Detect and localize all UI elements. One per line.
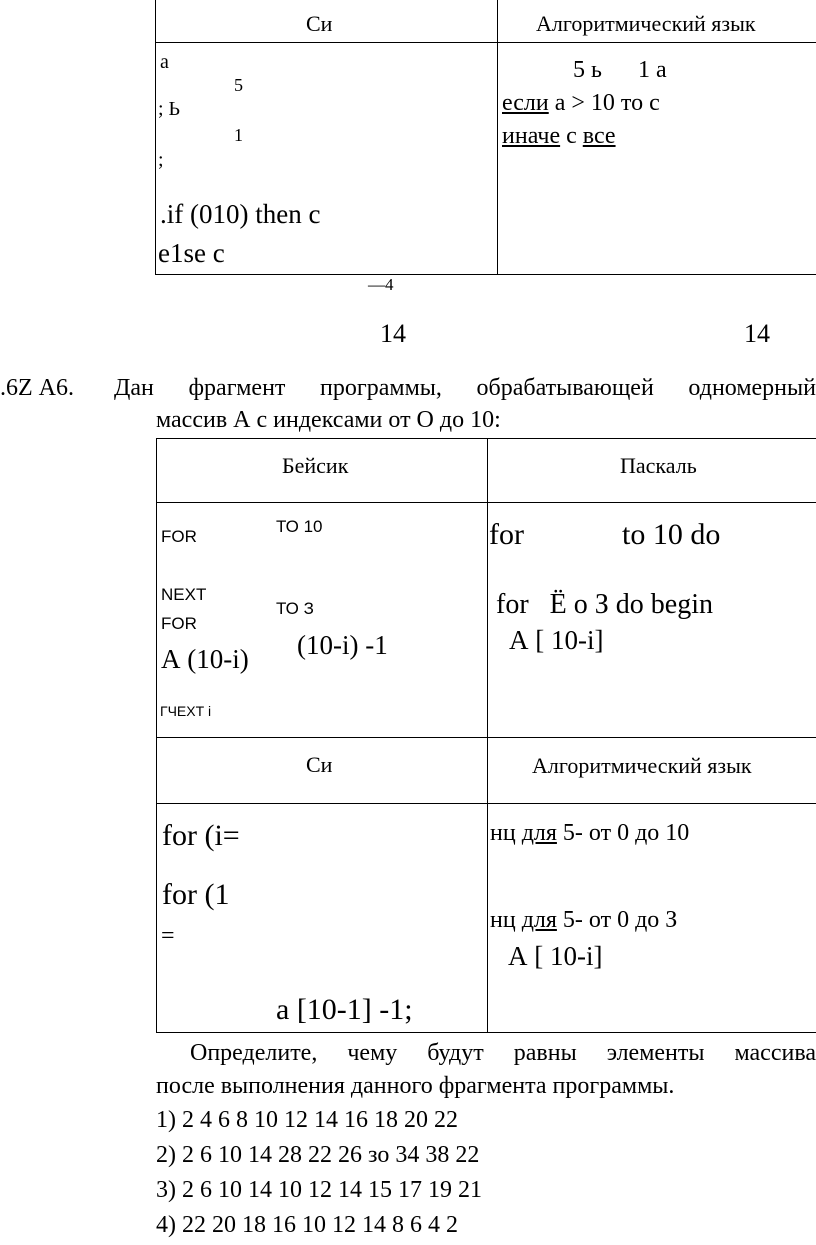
code-line: FOR: [161, 527, 197, 546]
answer-option: 1) 2 4 6 8 10 12 14 16 18 20 22: [156, 1107, 458, 1133]
code-line: если а > 10 то с: [502, 90, 660, 116]
dash-label: —4: [368, 275, 394, 294]
code-line: to 10 do: [622, 518, 721, 551]
table-header-c: Си: [306, 752, 333, 777]
code-line: for (1: [162, 878, 230, 911]
code-line: for (i=: [162, 819, 240, 852]
code-line: NEXT: [161, 585, 207, 604]
table-header-c: Си: [306, 11, 333, 36]
table-header-basic: Бейсик: [282, 453, 349, 478]
code-line: А (10-i): [161, 644, 249, 674]
code-line: e1se с: [158, 238, 225, 268]
code-line: нц для 5- от 0 до 10: [490, 820, 690, 846]
code-line: ТО 10: [276, 517, 323, 536]
table-border: [155, 274, 816, 275]
table-border: [487, 438, 488, 1033]
table-border: [156, 438, 157, 1033]
table-border: [156, 1032, 816, 1033]
table-border: [156, 737, 816, 738]
question-text: после выполнения данного фрагмента программы.: [156, 1073, 675, 1099]
table-header-algorithmic: Алгоритмический язык: [536, 11, 756, 36]
table-border: [156, 803, 816, 804]
page-number-left: 14: [380, 319, 406, 348]
code-line: .if (010) then с: [160, 199, 321, 229]
code-line: ГЧЕХТ i: [160, 703, 212, 719]
table-border: [156, 502, 816, 503]
code-line: А [ 10-i]: [508, 941, 603, 971]
problem-number: .6Z А6.: [0, 375, 74, 401]
code-line: FOR: [161, 614, 197, 633]
code-line: 5: [234, 75, 243, 95]
code-line: ; Ь: [158, 98, 181, 120]
code-line: (10-i) -1: [297, 630, 388, 660]
code-line: а: [160, 51, 169, 73]
answer-option: 3) 2 6 10 14 10 12 14 15 17 19 21: [156, 1177, 482, 1203]
page-number-right: 14: [744, 319, 770, 348]
code-line: for Ё о З do begin: [496, 589, 713, 620]
problem-text: Дан фрагмент программы, обрабатывающей одномерный: [114, 375, 816, 401]
code-line: А [ 10-i]: [509, 625, 604, 655]
code-line: ;: [158, 149, 164, 171]
code-line: ТО З: [276, 599, 314, 618]
code-line: нц для 5- от 0 до З: [490, 907, 678, 933]
table-header-algorithmic: Алгоритмический язык: [532, 753, 752, 778]
table-border: [156, 438, 816, 439]
code-line: иначе с все: [502, 123, 616, 149]
code-line: for: [489, 518, 524, 551]
answer-option: 2) 2 6 10 14 28 22 26 зо 34 38 22: [156, 1142, 480, 1168]
problem-text: массив А с индексами от О до 10:: [156, 407, 501, 433]
table-border: [155, 42, 816, 43]
answer-option: 4) 22 20 18 16 10 12 14 8 6 4 2: [156, 1212, 458, 1238]
question-text: Определите, чему будут равны элементы массива: [190, 1040, 816, 1066]
code-line: а [10-1] -1;: [276, 993, 413, 1026]
code-line: 5 ь 1 а: [573, 57, 667, 83]
code-line: =: [161, 923, 175, 949]
table-header-pascal: Паскаль: [620, 453, 697, 478]
code-line: 1: [234, 125, 243, 145]
